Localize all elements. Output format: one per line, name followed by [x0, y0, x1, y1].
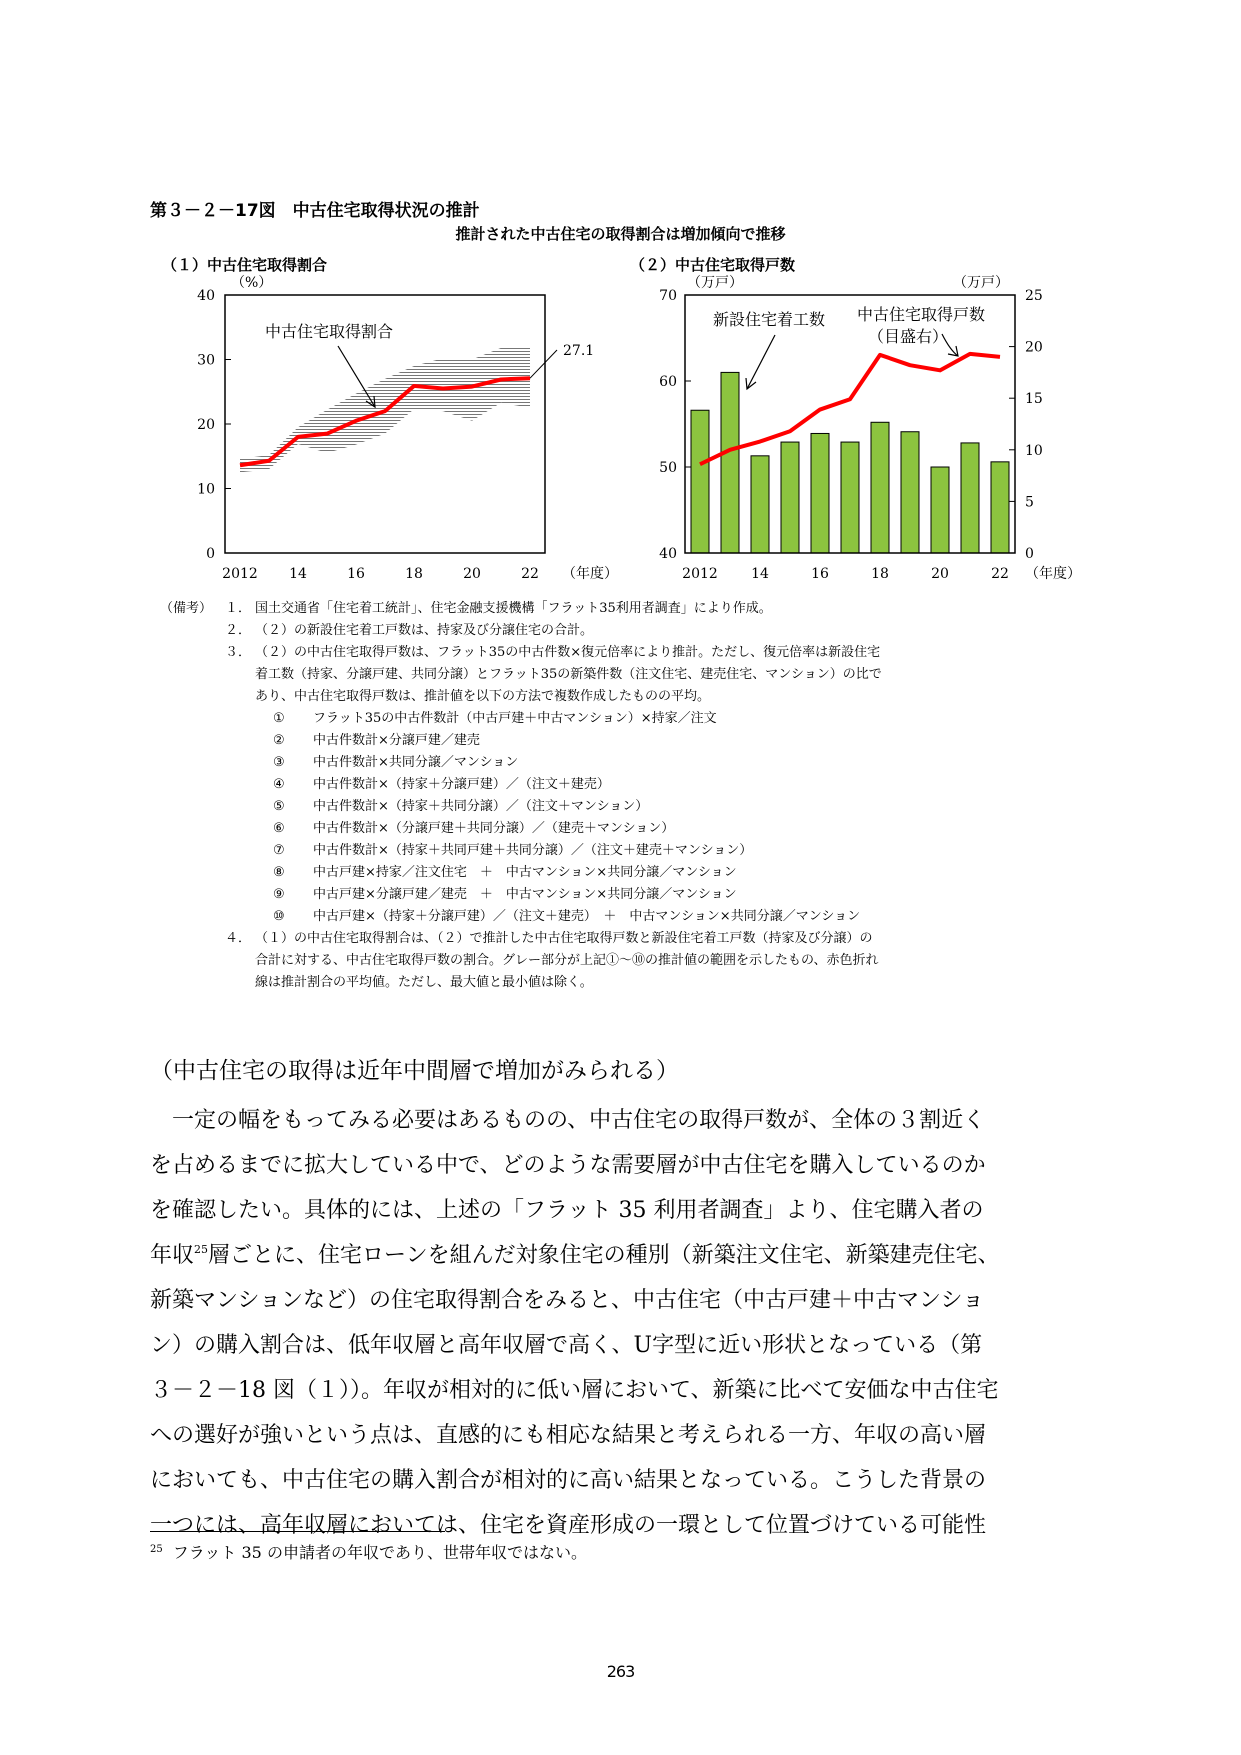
footnote-text: フラット 35 の申請者の年収であり、世帯年収ではない。 [172, 1543, 587, 1562]
x-tick-label: 14 [751, 566, 769, 582]
x-tick-label: 2012 [682, 566, 718, 582]
note-line: 合計に対する、中古住宅取得戸数の割合。グレー部分が上記①～⑩の推計値の範囲を示したもの、赤色折れ [255, 953, 879, 968]
note-number: ４． [225, 931, 252, 946]
body-line: ３－２－18 図（１））。年収が相対的に低い層において、新築に比べて安価な中古住宅 [150, 1378, 999, 1403]
body-line: 一定の幅をもってみる必要はあるものの、中古住宅の取得戸数が、全体の３割近く [150, 1108, 986, 1133]
y-tick-label: 0 [206, 546, 215, 562]
method-text: 中古件数計×（分譲戸建＋共同分譲）／（建売＋マンション） [313, 821, 675, 836]
chart-1-svg [150, 270, 625, 590]
x-tick-label: 18 [871, 566, 889, 582]
note-line: あり、中古住宅取得戸数は、推計値を以下の方法で複数作成したものの平均。 [255, 689, 711, 704]
method-mark: ③ [273, 755, 285, 770]
body-text-segment: 年収 [150, 1243, 195, 1268]
body-line: を確認したい。具体的には、上述の「フラット 35 利用者調査」より、住宅購入者の [150, 1198, 984, 1223]
method-text: フラット35の中古件数計（中古戸建＋中古マンション）×持家／注文 [313, 711, 717, 726]
bar-housing-starts [991, 462, 1009, 553]
method-text: 中古戸建×持家／注文住宅 ＋ 中古マンション×共同分譲／マンション [313, 865, 737, 880]
bar-housing-starts [931, 467, 949, 553]
method-text: 中古件数計×（持家＋分譲戸建）／（注文＋建売） [313, 777, 610, 792]
y-right-unit: （万戸） [953, 275, 1009, 291]
footnote [150, 1540, 587, 1563]
figure-title: 第３－２－17図 中古住宅取得状況の推計 [150, 201, 480, 221]
footnote-mark: 25 [150, 1544, 163, 1555]
footnote-divider [150, 1531, 445, 1532]
method-mark: ⑥ [273, 821, 285, 836]
note-line: 着工数（持家、分譲戸建、共同分譲）とフラット35の新築件数（注文住宅、建売住宅、マンション）の比で [255, 667, 882, 682]
y-left-tick-label: 40 [659, 546, 677, 562]
section-heading: （中古住宅の取得は近年中間層で増加がみられる） [150, 1058, 679, 1084]
y-right-tick-label: 10 [1025, 442, 1043, 459]
page-number: 263 [606, 1662, 635, 1681]
y-right-tick-label: 20 [1025, 339, 1043, 356]
x-tick-label: 14 [289, 566, 307, 582]
x-tick-label: 20 [931, 566, 949, 582]
x-tick-label: 20 [463, 566, 481, 582]
note-line: （１）の中古住宅取得割合は、（２）で推計した中古住宅取得戸数と新設住宅着工戸数（持家及び分譲）の [255, 931, 873, 946]
note-line: （２）の新設住宅着工戸数は、持家及び分譲住宅の合計。 [255, 623, 594, 638]
x-tick-label: 16 [811, 566, 829, 582]
method-text: 中古戸建×（持家＋分譲戸建）／（注文＋建売） ＋ 中古マンション×共同分譲／マンション [313, 909, 861, 924]
y-tick-label: 20 [197, 417, 215, 433]
y-right-tick-label: 25 [1025, 288, 1043, 304]
note-number: ２． [225, 623, 252, 638]
method-text: 中古戸建×分譲戸建／建売 ＋ 中古マンション×共同分譲／マンション [313, 887, 737, 902]
chart-2-svg [640, 270, 1090, 590]
notes-block [160, 598, 1090, 994]
note-line: 線は推計割合の平均値。ただし、最大値と最小値は除く。 [255, 975, 593, 990]
footnote-reference[interactable]: 25 [194, 1243, 209, 1256]
bar-housing-starts [841, 442, 859, 553]
bar-annotation-arrow [747, 335, 775, 389]
y-right-tick-label: 5 [1025, 494, 1034, 511]
x-tick-label: 2012 [222, 566, 258, 582]
method-mark: ⑧ [273, 865, 285, 880]
bar-housing-starts [721, 372, 739, 553]
bar-housing-starts [871, 422, 889, 553]
bar-housing-starts [811, 433, 829, 553]
x-tick-label: 18 [405, 566, 423, 582]
y-left-tick-label: 50 [659, 460, 677, 476]
method-text: 中古件数計×共同分譲／マンション [313, 755, 519, 770]
body-text-segment: 層ごとに、住宅ローンを組んだ対象住宅の種別（新築注文住宅、新築建売住宅、 [208, 1243, 1000, 1268]
body-line: 一つには、高年収層においては、住宅を資産形成の一環として位置づけている可能性 [150, 1513, 987, 1538]
y-right-tick-label: 0 [1025, 546, 1034, 562]
y-left-unit: （万戸） [687, 275, 743, 291]
x-tick-label: 16 [347, 566, 365, 582]
note-number: １． [225, 601, 252, 616]
series-annotation: 中古住宅取得割合 [265, 322, 394, 341]
method-mark: ⑤ [273, 799, 285, 814]
bar-annotation: 新設住宅着工数 [713, 310, 826, 329]
method-mark: ② [273, 733, 285, 748]
bar-housing-starts [691, 410, 709, 553]
method-mark: ① [273, 711, 285, 726]
method-mark: ④ [273, 777, 285, 792]
panel-1-title: （１）中古住宅取得割合 [162, 256, 328, 274]
x-tick-label: 22 [521, 566, 539, 582]
bar-housing-starts [781, 442, 799, 553]
bar-housing-starts [751, 456, 769, 553]
y-left-tick-label: 60 [659, 374, 677, 390]
x-axis-unit: （年度） [1025, 566, 1081, 582]
y-tick-label: 10 [197, 481, 215, 498]
body-line [150, 1233, 1090, 1278]
panel-2-title: （２）中古住宅取得戸数 [630, 256, 796, 274]
y-axis-unit: （%） [231, 275, 273, 291]
y-tick-label: 40 [197, 288, 215, 304]
method-mark: ⑦ [273, 843, 285, 858]
last-value-label: 27.1 [563, 343, 595, 359]
method-text: 中古件数計×（持家＋共同分譲）／（注文＋マンション） [313, 799, 649, 814]
body-line: を占めるまでに拡大している中で、どのような需要層が中古住宅を購入しているのか [150, 1153, 986, 1178]
notes-label: （備考） [160, 601, 213, 616]
note-line: 国土交通省「住宅着工統計」、住宅金融支援機構「フラット35利用者調査」により作成。 [255, 601, 772, 616]
bar-housing-starts [901, 432, 919, 553]
y-left-tick-label: 70 [659, 288, 677, 304]
figure-subtitle: 推計された中古住宅の取得割合は増加傾向で推移 [455, 225, 786, 243]
x-axis-unit: （年度） [562, 566, 618, 582]
bar-housing-starts [961, 443, 979, 553]
last-value-leader [530, 350, 557, 378]
method-text: 中古件数計×（持家＋共同戸建＋共同分譲）／（注文＋建売＋マンション） [313, 843, 753, 858]
note-number: ３． [225, 645, 252, 660]
note-line: （２）の中古住宅取得戸数は、フラット35の中古件数×復元倍率により推計。ただし、復元倍率は新設住宅 [255, 645, 881, 660]
body-line: においても、中古住宅の購入割合が相対的に高い結果となっている。こうした背景の [150, 1468, 987, 1493]
method-text: 中古件数計×分譲戸建／建売 [313, 733, 480, 748]
body-line: 新築マンションなど）の住宅取得割合をみると、中古住宅（中古戸建＋中古マンショ [150, 1288, 985, 1313]
body-line: ン）の購入割合は、低年収層と高年収層で高く、U字型に近い形状となっている（第 [150, 1333, 983, 1358]
method-mark: ⑩ [273, 909, 285, 924]
method-mark: ⑨ [273, 887, 285, 902]
body-paragraph [150, 1098, 1090, 1548]
x-tick-label: 22 [991, 566, 1009, 582]
y-right-tick-label: 15 [1025, 391, 1043, 408]
line-annotation: 中古住宅取得戸数 [857, 305, 986, 324]
body-line: への選好が強いという点は、直感的にも相応な結果と考えられる一方、年収の高い層 [150, 1423, 987, 1448]
y-tick-label: 30 [197, 352, 215, 369]
line-annotation-note: （目盛右） [868, 327, 949, 346]
